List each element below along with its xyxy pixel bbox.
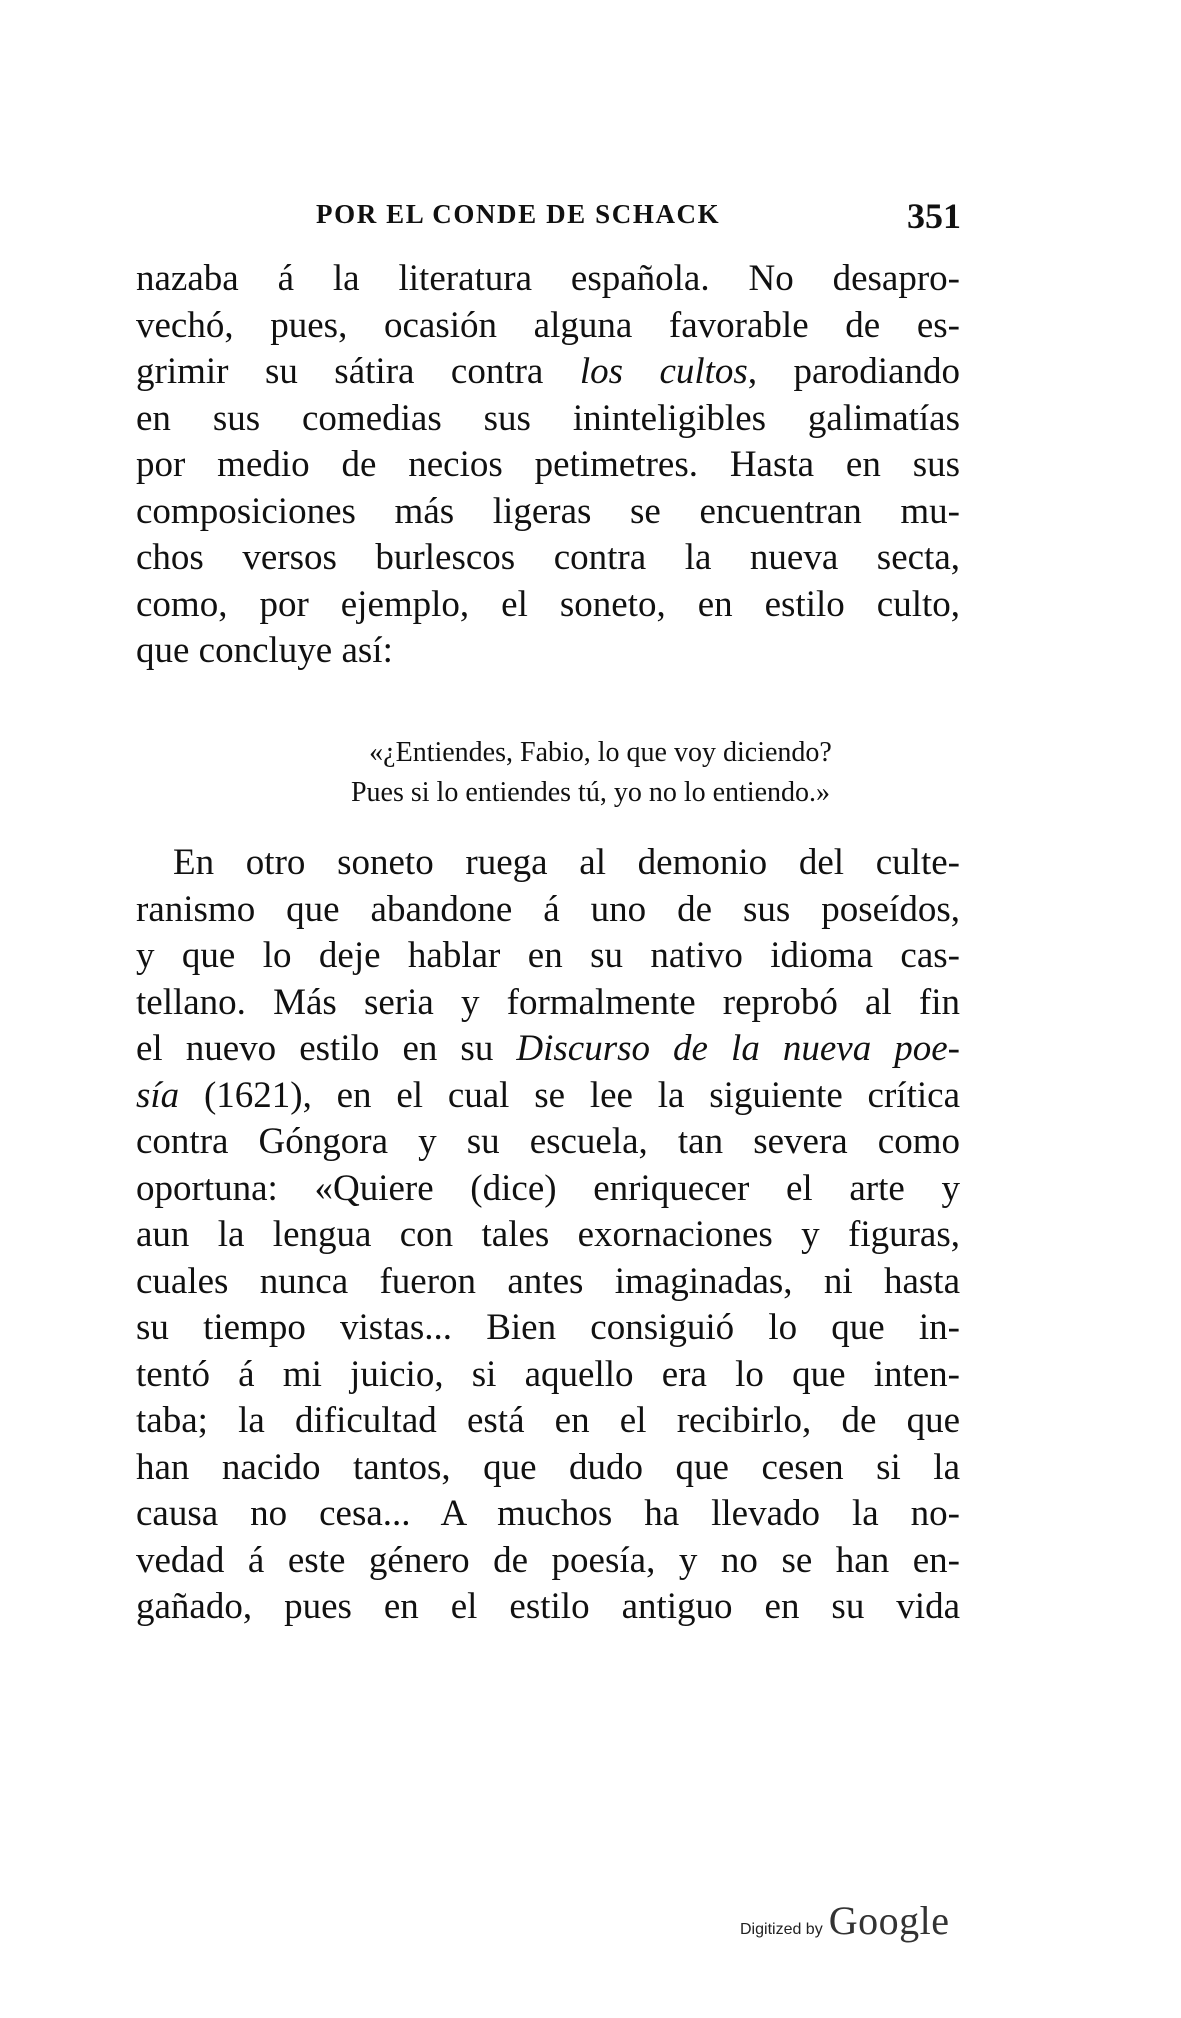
digitized-by-google-watermark xyxy=(740,1897,980,1947)
text-segment: el nuevo estilo en su xyxy=(136,1028,494,1069)
text-line xyxy=(136,1026,960,1073)
text-line: cuales nunca fueron antes imaginadas, ni hasta xyxy=(136,1260,960,1302)
text-segment: grimir su sátira contra xyxy=(136,351,544,392)
text-line: chos versos burlescos contra la nueva secta, xyxy=(136,537,960,578)
text-segment: (1621), en el cual se lee la siguiente crítica xyxy=(179,1074,960,1116)
italic-phrase: los cultos xyxy=(579,351,748,392)
page-header xyxy=(316,195,961,245)
text-line: en sus comedias sus ininteligibles galimatías xyxy=(136,397,960,439)
text-line: han nacido tantos, que dudo que cesen si la xyxy=(136,1446,960,1488)
paragraph-2 xyxy=(136,840,960,1631)
text-line: tentó á mi juicio, si aquello era lo que inten- xyxy=(136,1353,960,1395)
text-line: nazaba á la literatura española. No desapro- xyxy=(136,258,960,299)
quote-line: Pues si lo entiendes tú, yo no lo entiendo.» xyxy=(350,777,831,808)
page-number: 351 xyxy=(907,196,961,236)
google-wordmark: Google xyxy=(828,1898,950,1943)
verse-quote xyxy=(0,733,1181,813)
text-line: que concluye así: xyxy=(136,630,393,671)
text-segment: , parodiando xyxy=(747,351,961,392)
text-line: vechó, pues, ocasión alguna favorable de es- xyxy=(136,304,960,346)
text-line: taba; la dificultad está en el recibirlo, de que xyxy=(136,1400,960,1441)
text-line: tellano. Más seria y formalmente reprobó al fin xyxy=(136,981,960,1023)
running-head: POR EL CONDE DE SCHACK xyxy=(316,199,721,229)
text-line: oportuna: «Quiere (dice) enriquecer el arte y xyxy=(136,1167,960,1209)
italic-title: Discurso de la nueva poe- xyxy=(516,1028,961,1069)
text-line: y que lo deje hablar en su nativo idioma cas- xyxy=(136,935,960,976)
text-line: vedad á este género de poesía, y no se han en- xyxy=(136,1539,960,1581)
text-line: composiciones más ligeras se encuentran mu- xyxy=(136,490,960,532)
text-line: ranismo que abandone á uno de sus poseídos, xyxy=(136,888,960,930)
text-line xyxy=(136,1073,960,1120)
text-line: gañado, pues en el estilo antiguo en su vida xyxy=(136,1586,960,1627)
italic-title: sía xyxy=(136,1074,180,1116)
text-line: como, por ejemplo, el soneto, en estilo culto, xyxy=(136,583,960,625)
text-line: causa no cesa... A muchos ha llevado la no- xyxy=(136,1493,960,1534)
text-line xyxy=(136,349,960,396)
quote-line: «¿Entiendes, Fabio, lo que voy diciendo? xyxy=(369,737,832,768)
text-line: aun la lengua con tales exornaciones y figuras, xyxy=(136,1214,960,1255)
text-line: contra Góngora y su escuela, tan severa como xyxy=(136,1121,960,1162)
paragraph-1 xyxy=(136,256,960,675)
text-line: En otro soneto ruega al demonio del culte- xyxy=(173,842,960,883)
digitized-label: Digitized by xyxy=(740,1921,823,1938)
text-line: su tiempo vistas... Bien consiguió lo que in- xyxy=(136,1307,960,1348)
text-line: por medio de necios petimetres. Hasta en sus xyxy=(136,444,960,485)
